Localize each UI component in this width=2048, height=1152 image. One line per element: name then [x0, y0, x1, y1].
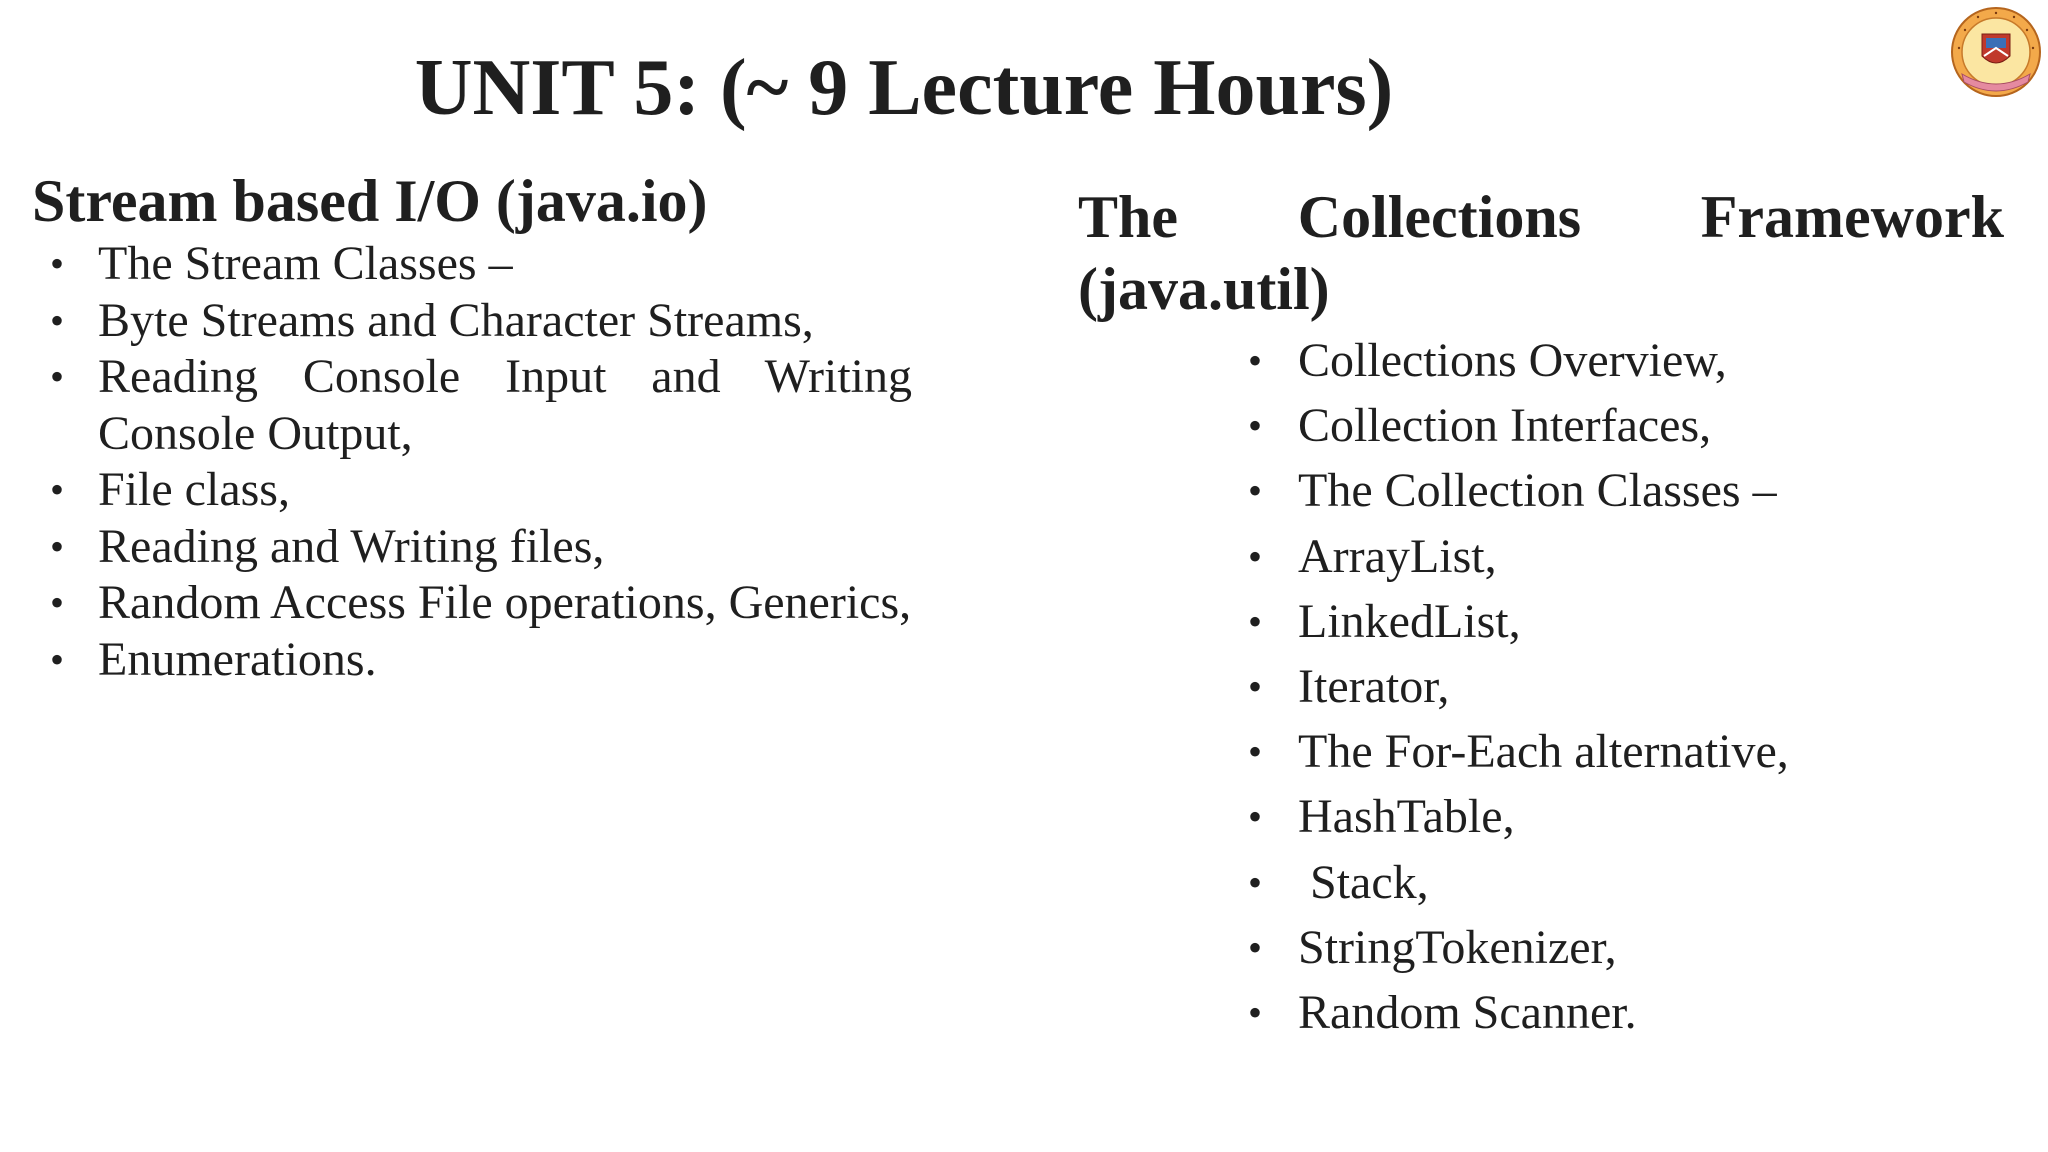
list-item: • HashTable,	[1230, 784, 1789, 849]
list-item: • Random Scanner.	[1230, 980, 1789, 1045]
list-item: • StringTokenizer,	[1230, 915, 1789, 980]
list-item: • LinkedList,	[1230, 589, 1789, 654]
list-item: • Enumerations.	[32, 632, 912, 689]
list-item: • The Collection Classes –	[1230, 458, 1789, 523]
java-util-topic-list	[1230, 328, 1789, 1045]
java-io-topic-list	[32, 236, 912, 688]
bullet-icon: •	[50, 636, 65, 682]
list-item: • Random Access File operations, Generics,	[32, 575, 912, 632]
list-item: • Reading and Writing files,	[32, 519, 912, 576]
list-item: • Stack,	[1230, 850, 1789, 915]
list-item: • The Stream Classes –	[32, 236, 912, 293]
bullet-icon: •	[1248, 533, 1263, 579]
bullet-icon: •	[1248, 468, 1263, 514]
bullet-icon: •	[1248, 729, 1263, 775]
bullet-icon: •	[1248, 598, 1263, 644]
list-item: • Reading Console Input and Writing Console Output,	[50, 350, 912, 460]
java-io-section	[32, 166, 912, 688]
bullet-icon: •	[50, 523, 65, 569]
list-item: • Collections Overview,	[1230, 328, 1789, 393]
bullet-icon: •	[1248, 859, 1263, 905]
bullet-icon: •	[1248, 664, 1263, 710]
list-item: • File class,	[32, 462, 912, 519]
bullet-icon: •	[50, 354, 65, 399]
list-item: • Collection Interfaces,	[1230, 393, 1789, 458]
list-item: • Iterator,	[1230, 654, 1789, 719]
list-item: • ArrayList,	[1230, 524, 1789, 589]
bullet-icon: •	[1248, 794, 1263, 840]
bullet-icon: •	[50, 241, 65, 286]
list-item: • The For-Each alternative,	[1230, 719, 1789, 784]
institute-logo	[1948, 4, 2044, 100]
institute-seal-icon	[1948, 4, 2044, 100]
list-item: • Byte Streams and Character Streams,	[32, 293, 912, 350]
bullet-icon: •	[50, 580, 65, 625]
slide-title: UNIT 5: (~ 9 Lecture Hours)	[414, 44, 1394, 132]
bullet-icon: •	[1248, 338, 1263, 383]
bullet-icon: •	[1248, 924, 1263, 970]
java-io-heading: Stream based I/O (java.io)	[32, 168, 708, 234]
bullet-icon: •	[50, 467, 65, 512]
bullet-icon: •	[50, 297, 65, 343]
java-util-heading: The Collections Framework (java.util)	[1078, 184, 2004, 322]
bullet-icon: •	[1248, 403, 1263, 449]
bullet-icon: •	[1248, 990, 1263, 1036]
